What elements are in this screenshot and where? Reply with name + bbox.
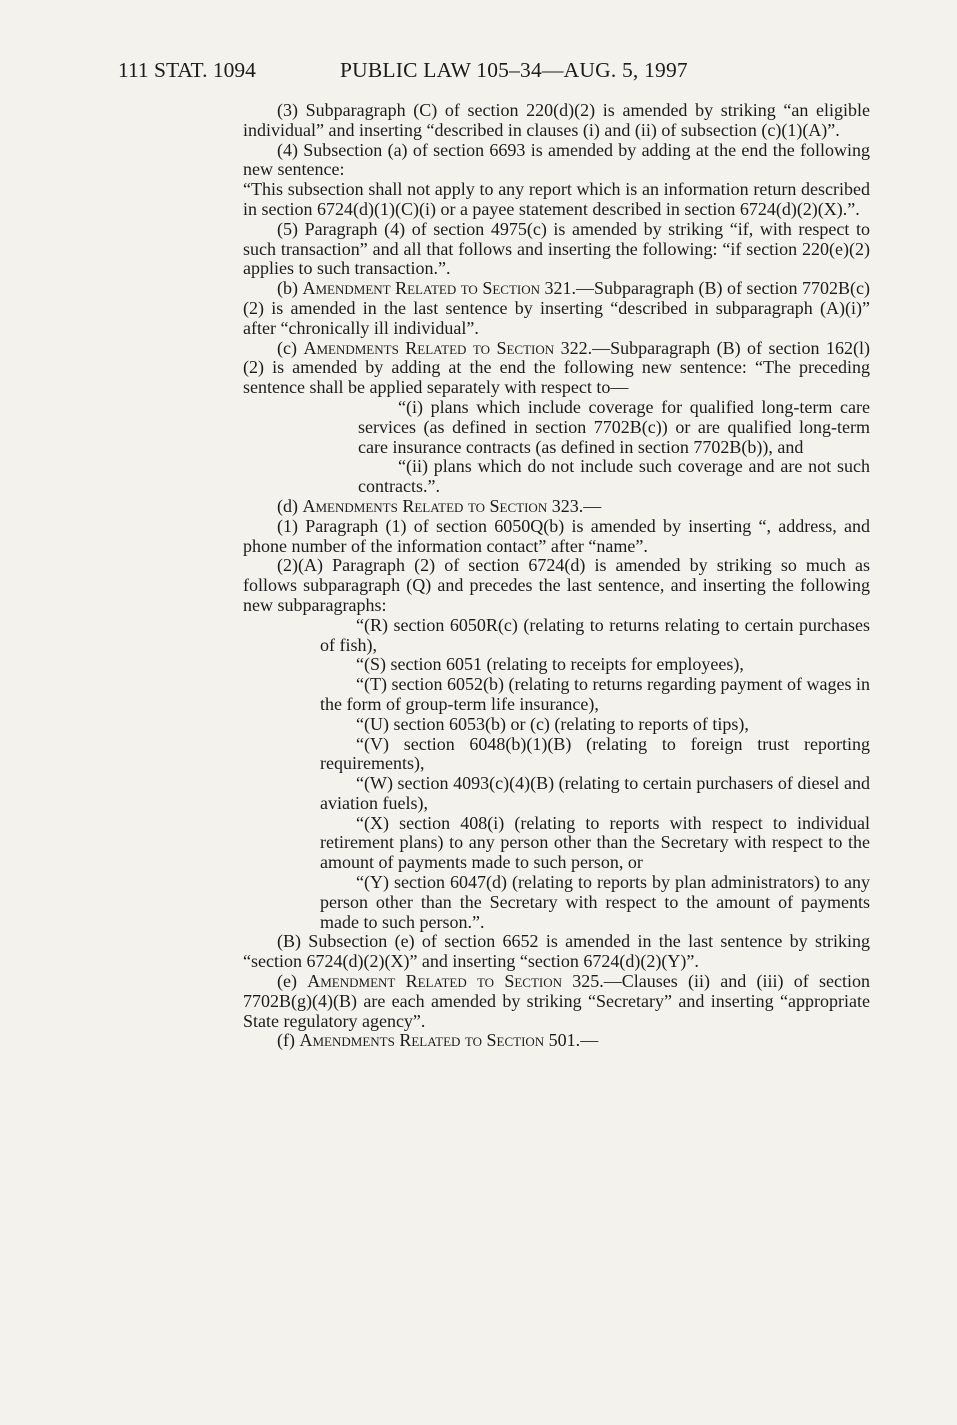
document-body: [243, 101, 870, 1051]
subsection-b: [243, 279, 870, 338]
subsection-d: [243, 497, 870, 517]
subsection-f-heading: Amendments Related to Section 501.: [299, 1030, 581, 1051]
subsection-f-label: (f): [277, 1030, 300, 1051]
subsection-e-heading: Amendment Related to Section 325.: [307, 971, 604, 992]
subsection-c-text: —Subparagraph (B) of section 162(l)(2) is amended by adding at the end the following new sentence: “The preceding sentence shall be applied separately with respect to—: [243, 337, 870, 398]
subparagraph-u: “(U) section 6053(b) or (c) (relating to reports of tips),: [356, 713, 749, 734]
public-law-title: PUBLIC LAW 105–34—AUG. 5, 1997: [340, 58, 688, 82]
subsection-e: [243, 972, 870, 1031]
paragraph-a5: (5) Paragraph (4) of section 4975(c) is amended by striking “if, with respect to such transaction” and all that follows and inserting the following: “if section 220(e)(2) applies to such transaction.”.: [243, 218, 870, 279]
clause-ii: “(ii) plans which do not include such coverage and are not such contracts.”.: [358, 456, 870, 497]
statute-page-citation: 111 STAT. 1094: [118, 58, 256, 82]
subsection-d-dash: —: [583, 495, 602, 516]
subsection-b-text: —Subparagraph (B) of section 7702B(c)(2) is amended in the last sentence by inserting “described in subparagraph (A)(i)” after “chronically ill individual”.: [243, 278, 870, 338]
subsection-d-heading: Amendments Related to Section 323.: [302, 495, 584, 516]
subsection-f: [243, 1031, 870, 1051]
subsection-e-text: —Clauses (ii) and (iii) of section 7702B(g)(4)(B) are each amended by striking “Secretary” and inserting “appropriate State regulatory agency”.: [243, 971, 870, 1031]
subsection-e-label: (e): [277, 971, 308, 992]
paragraph-d2a: (2)(A) Paragraph (2) of section 6724(d) is amended by striking so much as follows subparagraph (Q) and precedes the last sentence, and inserting the following new subparagraphs:: [243, 555, 870, 615]
subparagraph-t: “(T) section 6052(b) (relating to returns regarding payment of wages in the form of group-term life insurance),: [320, 674, 870, 714]
paragraph-a3: (3) Subparagraph (C) of section 220(d)(2) is amended by striking “an eligible individual” and inserting “described in clauses (i) and (ii) of subsection (c)(1)(A)”.: [243, 100, 870, 140]
subsection-b-label: (b): [277, 278, 303, 299]
subparagraph-s: “(S) section 6051 (relating to receipts for employees),: [356, 654, 744, 675]
subparagraph-v: “(V) section 6048(b)(1)(B) (relating to foreign trust reporting requirements),: [320, 733, 870, 774]
subparagraph-y: “(Y) section 6047(d) (relating to reports by plan administrators) to any person other than the Secretary with respect to the amount of payments made to such person.”.: [320, 872, 870, 932]
subparagraph-w: “(W) section 4093(c)(4)(B) (relating to certain purchasers of diesel and aviation fuels),: [320, 773, 870, 813]
clause-i: “(i) plans which include coverage for qualified long-term care services (as defined in section 7702B(c)) or are qualified long-term care insurance contracts (as defined in section 7702B(b)), and: [358, 396, 870, 457]
subsection-b-heading: Amendment Related to Section 321.: [302, 278, 577, 299]
paragraph-a4: (4) Subsection (a) of section 6693 is amended by adding at the end the following new sentence:: [243, 139, 870, 180]
subsection-c-heading: Amendments Related to Section 322.: [303, 337, 593, 358]
subsection-c-label: (c): [277, 337, 304, 358]
subsection-f-dash: —: [580, 1030, 599, 1051]
subsection-c: [243, 339, 870, 398]
subparagraph-r: “(R) section 6050R(c) (relating to returns relating to certain purchases of fish),: [320, 614, 870, 655]
subsection-d-label: (d): [277, 495, 303, 516]
subparagraph-x: “(X) section 408(i) (relating to reports with respect to individual retirement plans) to any person other than the Secretary with respect to the amount of payments made to such person, or: [320, 812, 870, 873]
paragraph-d1: (1) Paragraph (1) of section 6050Q(b) is amended by inserting “, address, and phone number of the information contact” after “name”.: [243, 515, 870, 556]
paragraph-d2b: (B) Subsection (e) of section 6652 is amended in the last sentence by striking “section 6724(d)(2)(X)” and inserting “section 6724(d)(2)(Y)”.: [243, 931, 870, 972]
quoted-sentence: “This subsection shall not apply to any report which is an information return described in section 6724(d)(1)(C)(i) or a payee statement described in section 6724(d)(2)(X).”.: [243, 179, 870, 219]
